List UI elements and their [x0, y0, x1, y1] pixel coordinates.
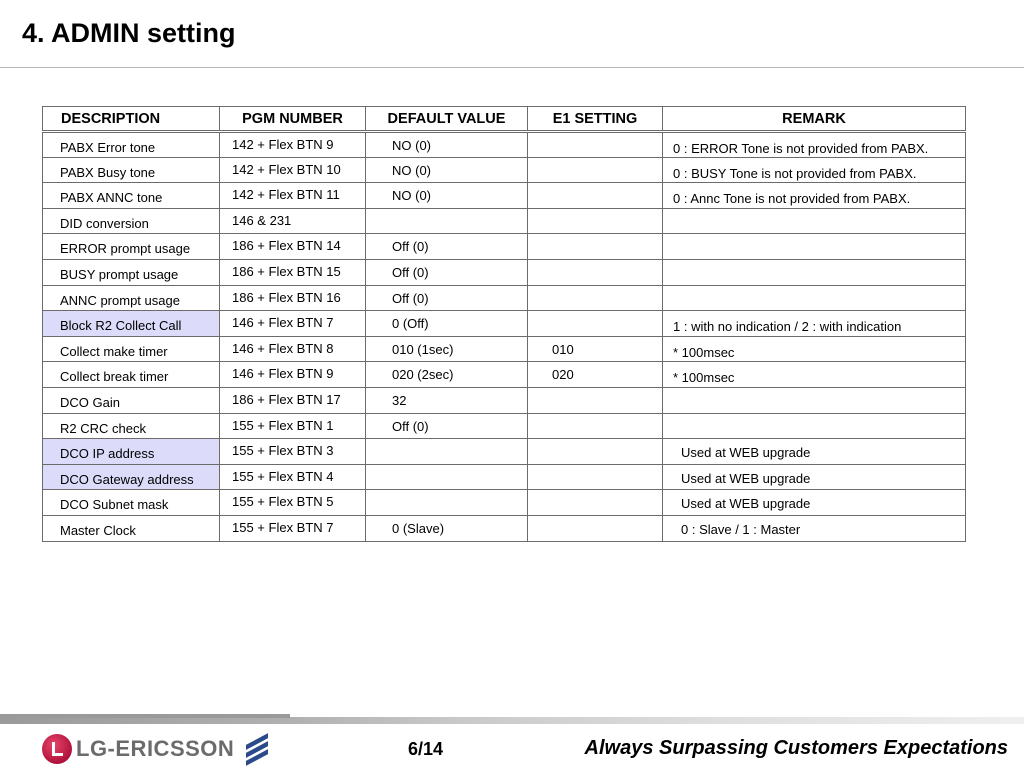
table-row [43, 259, 966, 285]
cell-remark: 0 : ERROR Tone is not provided from PABX. [663, 132, 966, 158]
cell-default-value: 32 [366, 387, 528, 413]
table-row [43, 234, 966, 260]
header-remark: REMARK [663, 107, 966, 132]
cell-e1-setting [528, 208, 663, 234]
cell-remark: 0 : Slave / 1 : Master [663, 515, 966, 541]
cell-default-value: Off (0) [366, 234, 528, 260]
cell-e1-setting [528, 183, 663, 209]
cell-default-value: 020 (2sec) [366, 362, 528, 388]
cell-e1-setting [528, 387, 663, 413]
cell-pgm-number: 186 + Flex BTN 17 [220, 387, 366, 413]
cell-e1-setting [528, 439, 663, 465]
cell-default-value: Off (0) [366, 413, 528, 439]
table-row [43, 439, 966, 465]
cell-default-value [366, 208, 528, 234]
cell-remark: Used at WEB upgrade [663, 439, 966, 465]
cell-remark [663, 413, 966, 439]
cell-e1-setting [528, 285, 663, 311]
table-row [43, 285, 966, 311]
cell-pgm-number: 186 + Flex BTN 14 [220, 234, 366, 260]
table-row [43, 387, 966, 413]
header-pgm-number: PGM NUMBER [220, 107, 366, 132]
cell-pgm-number: 155 + Flex BTN 5 [220, 490, 366, 516]
cell-pgm-number: 146 + Flex BTN 7 [220, 311, 366, 337]
cell-remark [663, 208, 966, 234]
cell-pgm-number: 146 + Flex BTN 8 [220, 336, 366, 362]
cell-remark [663, 387, 966, 413]
page-number: 6/14 [408, 739, 444, 759]
cell-remark [663, 285, 966, 311]
admin-settings-table [42, 106, 966, 542]
cell-pgm-number: 155 + Flex BTN 4 [220, 464, 366, 490]
cell-description: PABX Busy tone [43, 157, 220, 183]
table-row [43, 208, 966, 234]
cell-description: R2 CRC check [43, 413, 220, 439]
table-row [43, 464, 966, 490]
table-row [43, 413, 966, 439]
cell-pgm-number: 186 + Flex BTN 16 [220, 285, 366, 311]
cell-description: DCO IP address [43, 439, 220, 465]
cell-pgm-number: 142 + Flex BTN 10 [220, 157, 366, 183]
ericsson-stripes-icon [246, 735, 268, 763]
cell-default-value [366, 464, 528, 490]
footer-bar [0, 717, 1024, 724]
cell-remark: 1 : with no indication / 2 : with indication [663, 311, 966, 337]
cell-pgm-number: 146 + Flex BTN 9 [220, 362, 366, 388]
cell-pgm-number: 155 + Flex BTN 7 [220, 515, 366, 541]
cell-description: ANNC prompt usage [43, 285, 220, 311]
cell-description: Collect make timer [43, 336, 220, 362]
cell-e1-setting: 020 [528, 362, 663, 388]
company-logo [42, 733, 268, 765]
cell-default-value: NO (0) [366, 132, 528, 158]
cell-pgm-number: 142 + Flex BTN 9 [220, 132, 366, 158]
cell-e1-setting: 010 [528, 336, 663, 362]
cell-description: DID conversion [43, 208, 220, 234]
table-row [43, 336, 966, 362]
cell-description: ERROR prompt usage [43, 234, 220, 260]
table-row [43, 362, 966, 388]
cell-description: DCO Gain [43, 387, 220, 413]
cell-remark: * 100msec [663, 336, 966, 362]
cell-pgm-number: 186 + Flex BTN 15 [220, 259, 366, 285]
cell-description: Block R2 Collect Call [43, 311, 220, 337]
lg-logo-icon [42, 734, 72, 764]
cell-default-value: 010 (1sec) [366, 336, 528, 362]
cell-e1-setting [528, 311, 663, 337]
cell-pgm-number: 142 + Flex BTN 11 [220, 183, 366, 209]
cell-default-value [366, 490, 528, 516]
cell-pgm-number: 146 & 231 [220, 208, 366, 234]
cell-default-value: Off (0) [366, 285, 528, 311]
cell-description: BUSY prompt usage [43, 259, 220, 285]
table-row [43, 490, 966, 516]
page-title: 4. ADMIN setting [22, 18, 236, 48]
cell-e1-setting [528, 234, 663, 260]
cell-description: PABX Error tone [43, 132, 220, 158]
cell-default-value: Off (0) [366, 259, 528, 285]
cell-remark: 0 : BUSY Tone is not provided from PABX. [663, 157, 966, 183]
cell-remark [663, 234, 966, 260]
table-row [43, 157, 966, 183]
cell-e1-setting [528, 259, 663, 285]
cell-description: DCO Gateway address [43, 464, 220, 490]
footer-tagline: Always Surpassing Customers Expectations [584, 737, 1008, 759]
cell-e1-setting [528, 464, 663, 490]
cell-remark: Used at WEB upgrade [663, 464, 966, 490]
table-row [43, 515, 966, 541]
table-row [43, 311, 966, 337]
logo-text: LG-ERICSSON [76, 736, 235, 761]
cell-remark: Used at WEB upgrade [663, 490, 966, 516]
cell-default-value: NO (0) [366, 183, 528, 209]
cell-remark: 0 : Annc Tone is not provided from PABX. [663, 183, 966, 209]
cell-e1-setting [528, 515, 663, 541]
cell-description: Master Clock [43, 515, 220, 541]
table-row [43, 132, 966, 158]
cell-default-value: 0 (Off) [366, 311, 528, 337]
table-header-row [43, 107, 966, 132]
cell-e1-setting [528, 132, 663, 158]
header-default-value: DEFAULT VALUE [366, 107, 528, 132]
cell-remark [663, 259, 966, 285]
cell-pgm-number: 155 + Flex BTN 1 [220, 413, 366, 439]
title-divider [0, 67, 1024, 68]
cell-e1-setting [528, 157, 663, 183]
header-e1-setting: E1 SETTING [528, 107, 663, 132]
cell-description: DCO Subnet mask [43, 490, 220, 516]
cell-e1-setting [528, 490, 663, 516]
cell-default-value: NO (0) [366, 157, 528, 183]
cell-description: PABX ANNC tone [43, 183, 220, 209]
cell-remark: * 100msec [663, 362, 966, 388]
cell-description: Collect break timer [43, 362, 220, 388]
header-description: DESCRIPTION [43, 107, 220, 132]
cell-default-value [366, 439, 528, 465]
cell-pgm-number: 155 + Flex BTN 3 [220, 439, 366, 465]
cell-default-value: 0 (Slave) [366, 515, 528, 541]
table-row [43, 183, 966, 209]
cell-e1-setting [528, 413, 663, 439]
